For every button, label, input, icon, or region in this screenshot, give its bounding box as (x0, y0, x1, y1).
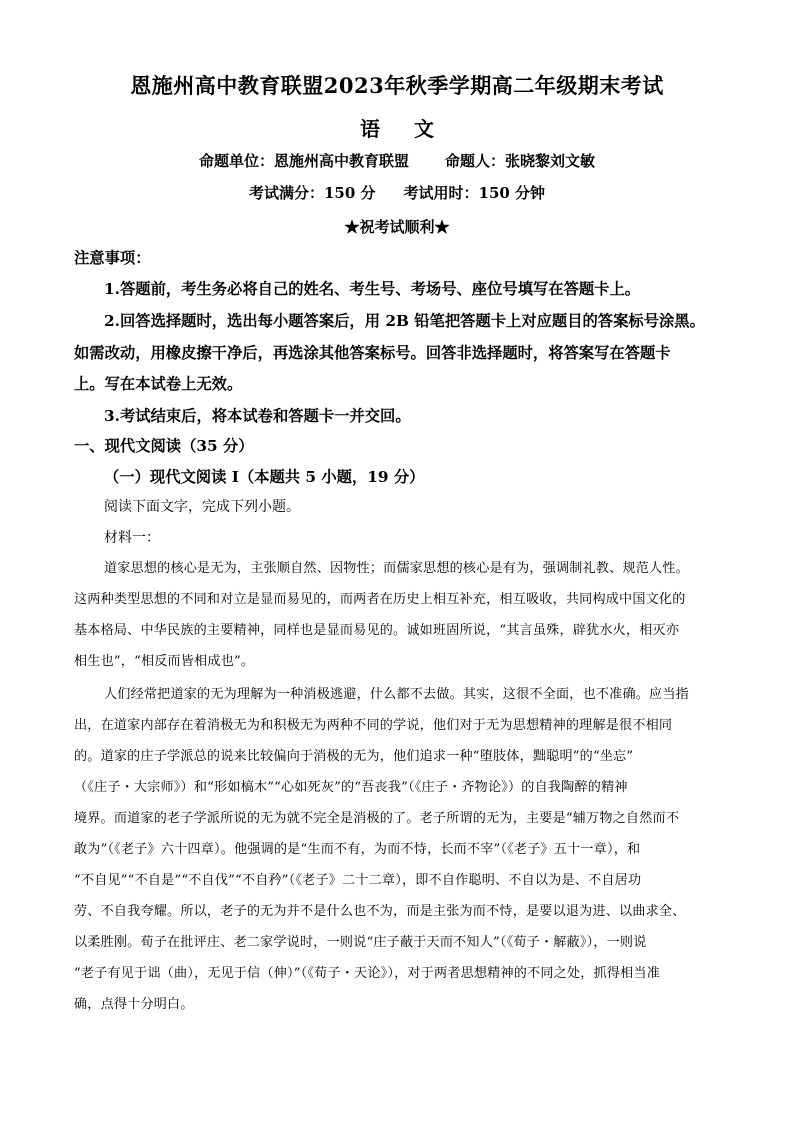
passage-line: （《庄子・大宗师》）和“形如槁木”“心如死灰”的“吾丧我”（《庄子・齐物论》）的自我陶醉的精神 (74, 780, 628, 795)
passage-line: “不自见”“不自是”“不自伐”“不自矜”（《老子》二十二章），即不自作聪明、不自以为是、不自居功 (74, 873, 642, 888)
full-score: 考试满分：150 分 (248, 184, 376, 202)
passage-line: “老子有见于诎（曲），无见于信（伸）”（《荀子・天论》），对于两者思想精神的不同之处，抓得相当准 (74, 966, 660, 981)
passage-line: 人们经常把道家的无为理解为一种消极逃避，什么都不去做。其实，这很不全面，也不准确。应当指 (104, 687, 689, 702)
notice-item: 2.回答选择题时，选出每小题答案后，用 2B 铅笔把答题卡上对应题目的答案标号涂黑。 (104, 312, 705, 330)
question-unit: 命题单位：恩施州高中教育联盟 (198, 152, 409, 170)
section-heading: 一、现代文阅读（35 分） (74, 437, 254, 455)
passage-line: 基本格局、中华民族的主要精神，同样也是显而易见的。诚如班固所说，“其言虽殊，辟犹水火，相灭亦 (74, 623, 680, 638)
question-author: 命题人：张晓黎刘文敏 (445, 152, 596, 170)
passage-line: 相生也”，“相反而皆相成也”。 (74, 654, 255, 669)
exam-meta-time (0, 182, 794, 203)
notice-item: 1.答题前，考生务必将自己的姓名、考生号、考场号、座位号填写在答题卡上。 (104, 280, 641, 298)
subject-title: 语文 (360, 117, 468, 141)
exam-meta-authors (0, 150, 794, 171)
notice-item: 3.考试结束后，将本试卷和答题卡一并交回。 (104, 407, 411, 425)
instruction-text: 阅读下面文字，完成下列小题。 (104, 499, 300, 515)
passage-line: 道家思想的核心是无为，主张顺自然、因物性；而儒家思想的核心是有为，强调制礼教、规范人性。 (104, 561, 689, 576)
passage-line: 境界。而道家的老子学派所说的无为就不完全是消极的了。老子所谓的无为，主要是“辅万物之自然而不 (74, 811, 680, 826)
exam-title: 恩施州高中教育联盟2023年秋季学期高二年级期末考试 (130, 73, 664, 98)
blessing-line: ★祝考试顺利★ (344, 218, 450, 236)
passage-line: 敢为”（《老子》六十四章）。他强调的是“生而不有，为而不恃，长而不宰”（《老子》五十一章），和 (74, 842, 641, 857)
passage-line: 劳、不自我夸耀。所以，老子的无为并不是什么也不为，而是主张为而不恃，是要以退为进、以曲求全、 (74, 904, 686, 919)
passage-line: 出，在道家内部存在着消极无为和积极无为两种不同的学说，他们对于无为思想精神的理解是很不相同 (74, 718, 673, 733)
passage-line: 以柔胜刚。荀子在批评庄、老二家学说时，一则说“庄子蔽于天而不知人”（《荀子・解蔽》），一则说 (74, 935, 647, 950)
subsection-heading: （一）现代文阅读 I（本题共 5 小题，19 分） (104, 468, 425, 486)
notice-heading: 注意事项： (74, 249, 151, 267)
passage-line: 这两种类型思想的不同和对立是显而易见的，而两者在历史上相互补充，相互吸收，共同构成中国文化的 (74, 592, 686, 607)
passage-line: 确，点得十分明白。 (74, 997, 194, 1012)
passage-line: 的。道家的庄子学派总的说来比较偏向于消极的无为，他们追求一种“堕肢体，黜聪明”的“坐忘” (74, 749, 634, 764)
notice-item: 如需改动，用橡皮擦干净后，再选涂其他答案标号。回答非选择题时，将答案写在答题卡 (74, 344, 671, 362)
notice-item: 上。写在本试卷上无效。 (74, 375, 243, 393)
material-label: 材料一： (104, 530, 160, 546)
exam-duration: 考试用时：150 分钟 (403, 184, 546, 202)
